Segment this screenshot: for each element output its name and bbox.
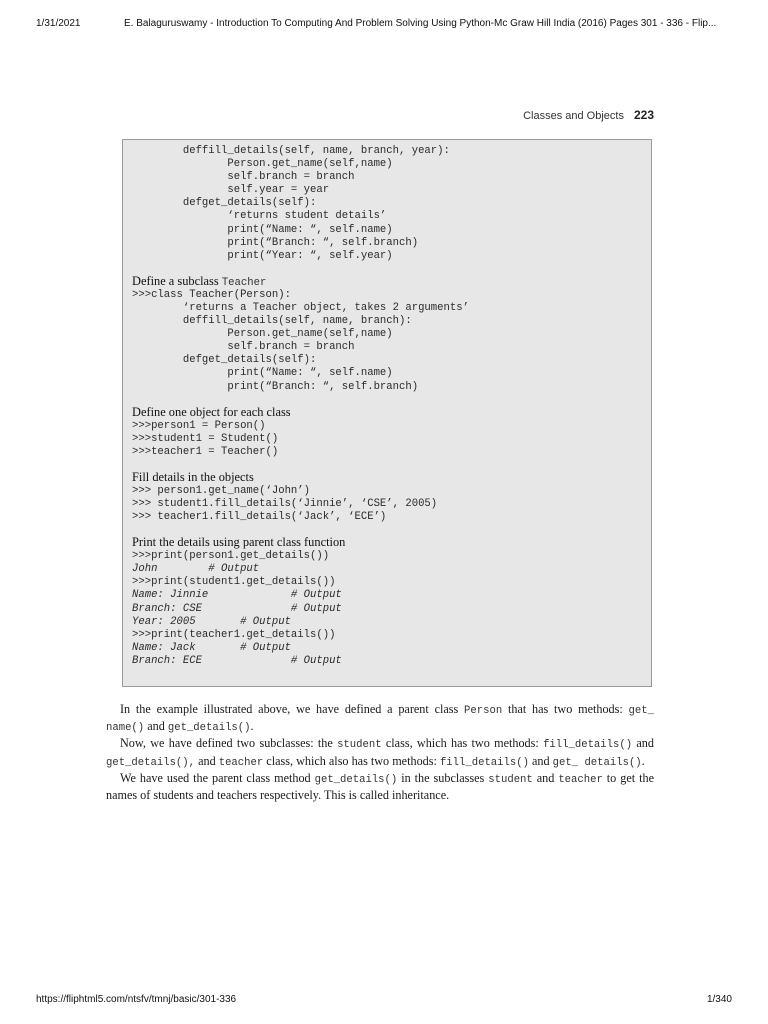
code-line: defget_details(self):: [132, 197, 317, 210]
inline-code: teacher: [558, 773, 603, 786]
code-line: print(“Branch: “, self.branch): [132, 380, 419, 393]
inline-code: get_ details(): [552, 756, 642, 769]
code-spacer: [132, 459, 469, 470]
code-line: >>>student1 = Student(): [132, 432, 279, 445]
code-output-line: Year: 2005 # Output: [132, 615, 291, 628]
code-output-line: John # Output: [132, 563, 260, 576]
code-listing-box: [122, 139, 652, 687]
inline-code: get_details(),: [106, 756, 196, 769]
code-line: self.branch = branch: [132, 171, 355, 184]
code-spacer: [132, 394, 469, 405]
code-line: >>>person1 = Person(): [132, 419, 266, 432]
code-line: >>>teacher1 = Teacher(): [132, 445, 279, 458]
paragraph-text: and: [528, 753, 553, 768]
paragraph-3: [106, 771, 654, 803]
code-line: >>> person1.get_name(‘John’): [132, 484, 311, 497]
paragraph-text: and: [632, 736, 654, 751]
paragraph-text: that has two methods:: [502, 702, 629, 716]
print-page-count: 1/340: [706, 994, 732, 1005]
running-head: [523, 108, 654, 122]
paragraph-1: [106, 702, 654, 736]
paragraph-text: .: [250, 719, 254, 734]
inline-code: get_details(): [314, 773, 398, 786]
paragraph-text: to get the names of students and teachers respectively. This is called inheritance.: [106, 770, 654, 803]
paragraph-text: Now, we have defined two subclasses: the: [120, 736, 338, 751]
inline-code: Teacher: [221, 276, 267, 289]
inline-code: get_details(): [167, 722, 251, 735]
source-url: https://fliphtml5.com/ntsfv/tmnj/basic/301-336: [36, 994, 237, 1005]
inline-code: get_ name(): [106, 705, 654, 735]
code-line: >>> teacher1.fill_details(‘Jack’, ‘ECE’): [132, 511, 387, 524]
inline-code: fill_details(): [543, 739, 633, 752]
code-line: Person.get_name(self,name): [132, 158, 393, 171]
code-section-heading-text: Fill details in the objects: [132, 469, 254, 484]
paragraph-text: We have used the parent class method: [120, 770, 315, 785]
inline-code: fill_details(): [439, 756, 529, 769]
code-line: >>>print(student1.get_details()): [132, 576, 336, 589]
code-line: print(“Name: “, self.name): [132, 367, 393, 380]
code-line: defget_details(self):: [132, 354, 317, 367]
code-output-line: Name: Jinnie # Output: [132, 589, 342, 602]
code-section-heading: [132, 274, 469, 289]
code-section-heading: [132, 535, 469, 550]
paragraph-text: and: [532, 770, 559, 785]
paragraph-text: .: [641, 753, 645, 768]
paragraph-2: [106, 736, 654, 770]
code-section-heading-text: Define a subclass: [132, 273, 222, 288]
code-line: ‘returns student details’: [132, 210, 387, 223]
code-line: deffill_details(self, name, branch):: [132, 315, 412, 328]
body-text: [106, 702, 654, 803]
code-line: self.branch = branch: [132, 341, 355, 354]
chapter-title: Classes and Objects: [523, 110, 624, 122]
paragraph-text: class, which has two methods:: [381, 736, 544, 751]
code-line: >>>print(person1.get_details()): [132, 550, 330, 563]
code-line: print(“Year: “, self.year): [132, 249, 393, 262]
paragraph-text: In the example illustrated above, we have defined a parent class: [120, 702, 465, 716]
print-date: 1/31/2021: [36, 18, 81, 29]
inline-code: student: [488, 773, 533, 786]
code-spacer: [132, 263, 469, 274]
code-output-line: Branch: CSE # Output: [132, 602, 342, 615]
code-line: ‘returns a Teacher object, takes 2 arguments’: [132, 301, 469, 314]
inline-code: teacher: [218, 756, 264, 769]
code-section-heading-text: Define one object for each class: [132, 404, 291, 419]
inline-code: Person: [464, 705, 503, 717]
code-line: >>>class Teacher(Person):: [132, 288, 291, 301]
code-line: Person.get_name(self,name): [132, 328, 393, 341]
page-number: 223: [633, 108, 654, 122]
print-document-title: E. Balaguruswamy - Introduction To Computing And Problem Solving Using Python-Mc Graw Hill India (2016) Pages 301 - 336 - Flip...: [124, 18, 717, 29]
code-output-line: Branch: ECE # Output: [132, 654, 342, 667]
code-output-line: Name: Jack # Output: [132, 641, 291, 654]
code-line: deffill_details(self, name, branch, year):: [132, 145, 450, 157]
code-lines: [132, 145, 469, 668]
code-section-heading-text: Print the details using parent class function: [132, 535, 346, 550]
paragraph-text: in the subclasses: [397, 770, 489, 785]
code-line: >>> student1.fill_details(‘Jinnie’, ‘CSE’, 2005): [132, 497, 438, 510]
inline-code: student: [337, 739, 382, 752]
paragraph-text: class, which also has two methods:: [263, 753, 440, 768]
code-line: print(“Branch: “, self.branch): [132, 236, 419, 249]
paragraph-text: and: [195, 753, 219, 768]
code-line: >>>print(teacher1.get_details()): [132, 628, 336, 641]
code-spacer: [132, 524, 469, 535]
paragraph-text: and: [144, 719, 168, 734]
code-section-heading: [132, 405, 469, 420]
code-section-heading: [132, 470, 469, 485]
code-line: self.year = year: [132, 184, 330, 197]
code-line: print(“Name: “, self.name): [132, 223, 393, 236]
